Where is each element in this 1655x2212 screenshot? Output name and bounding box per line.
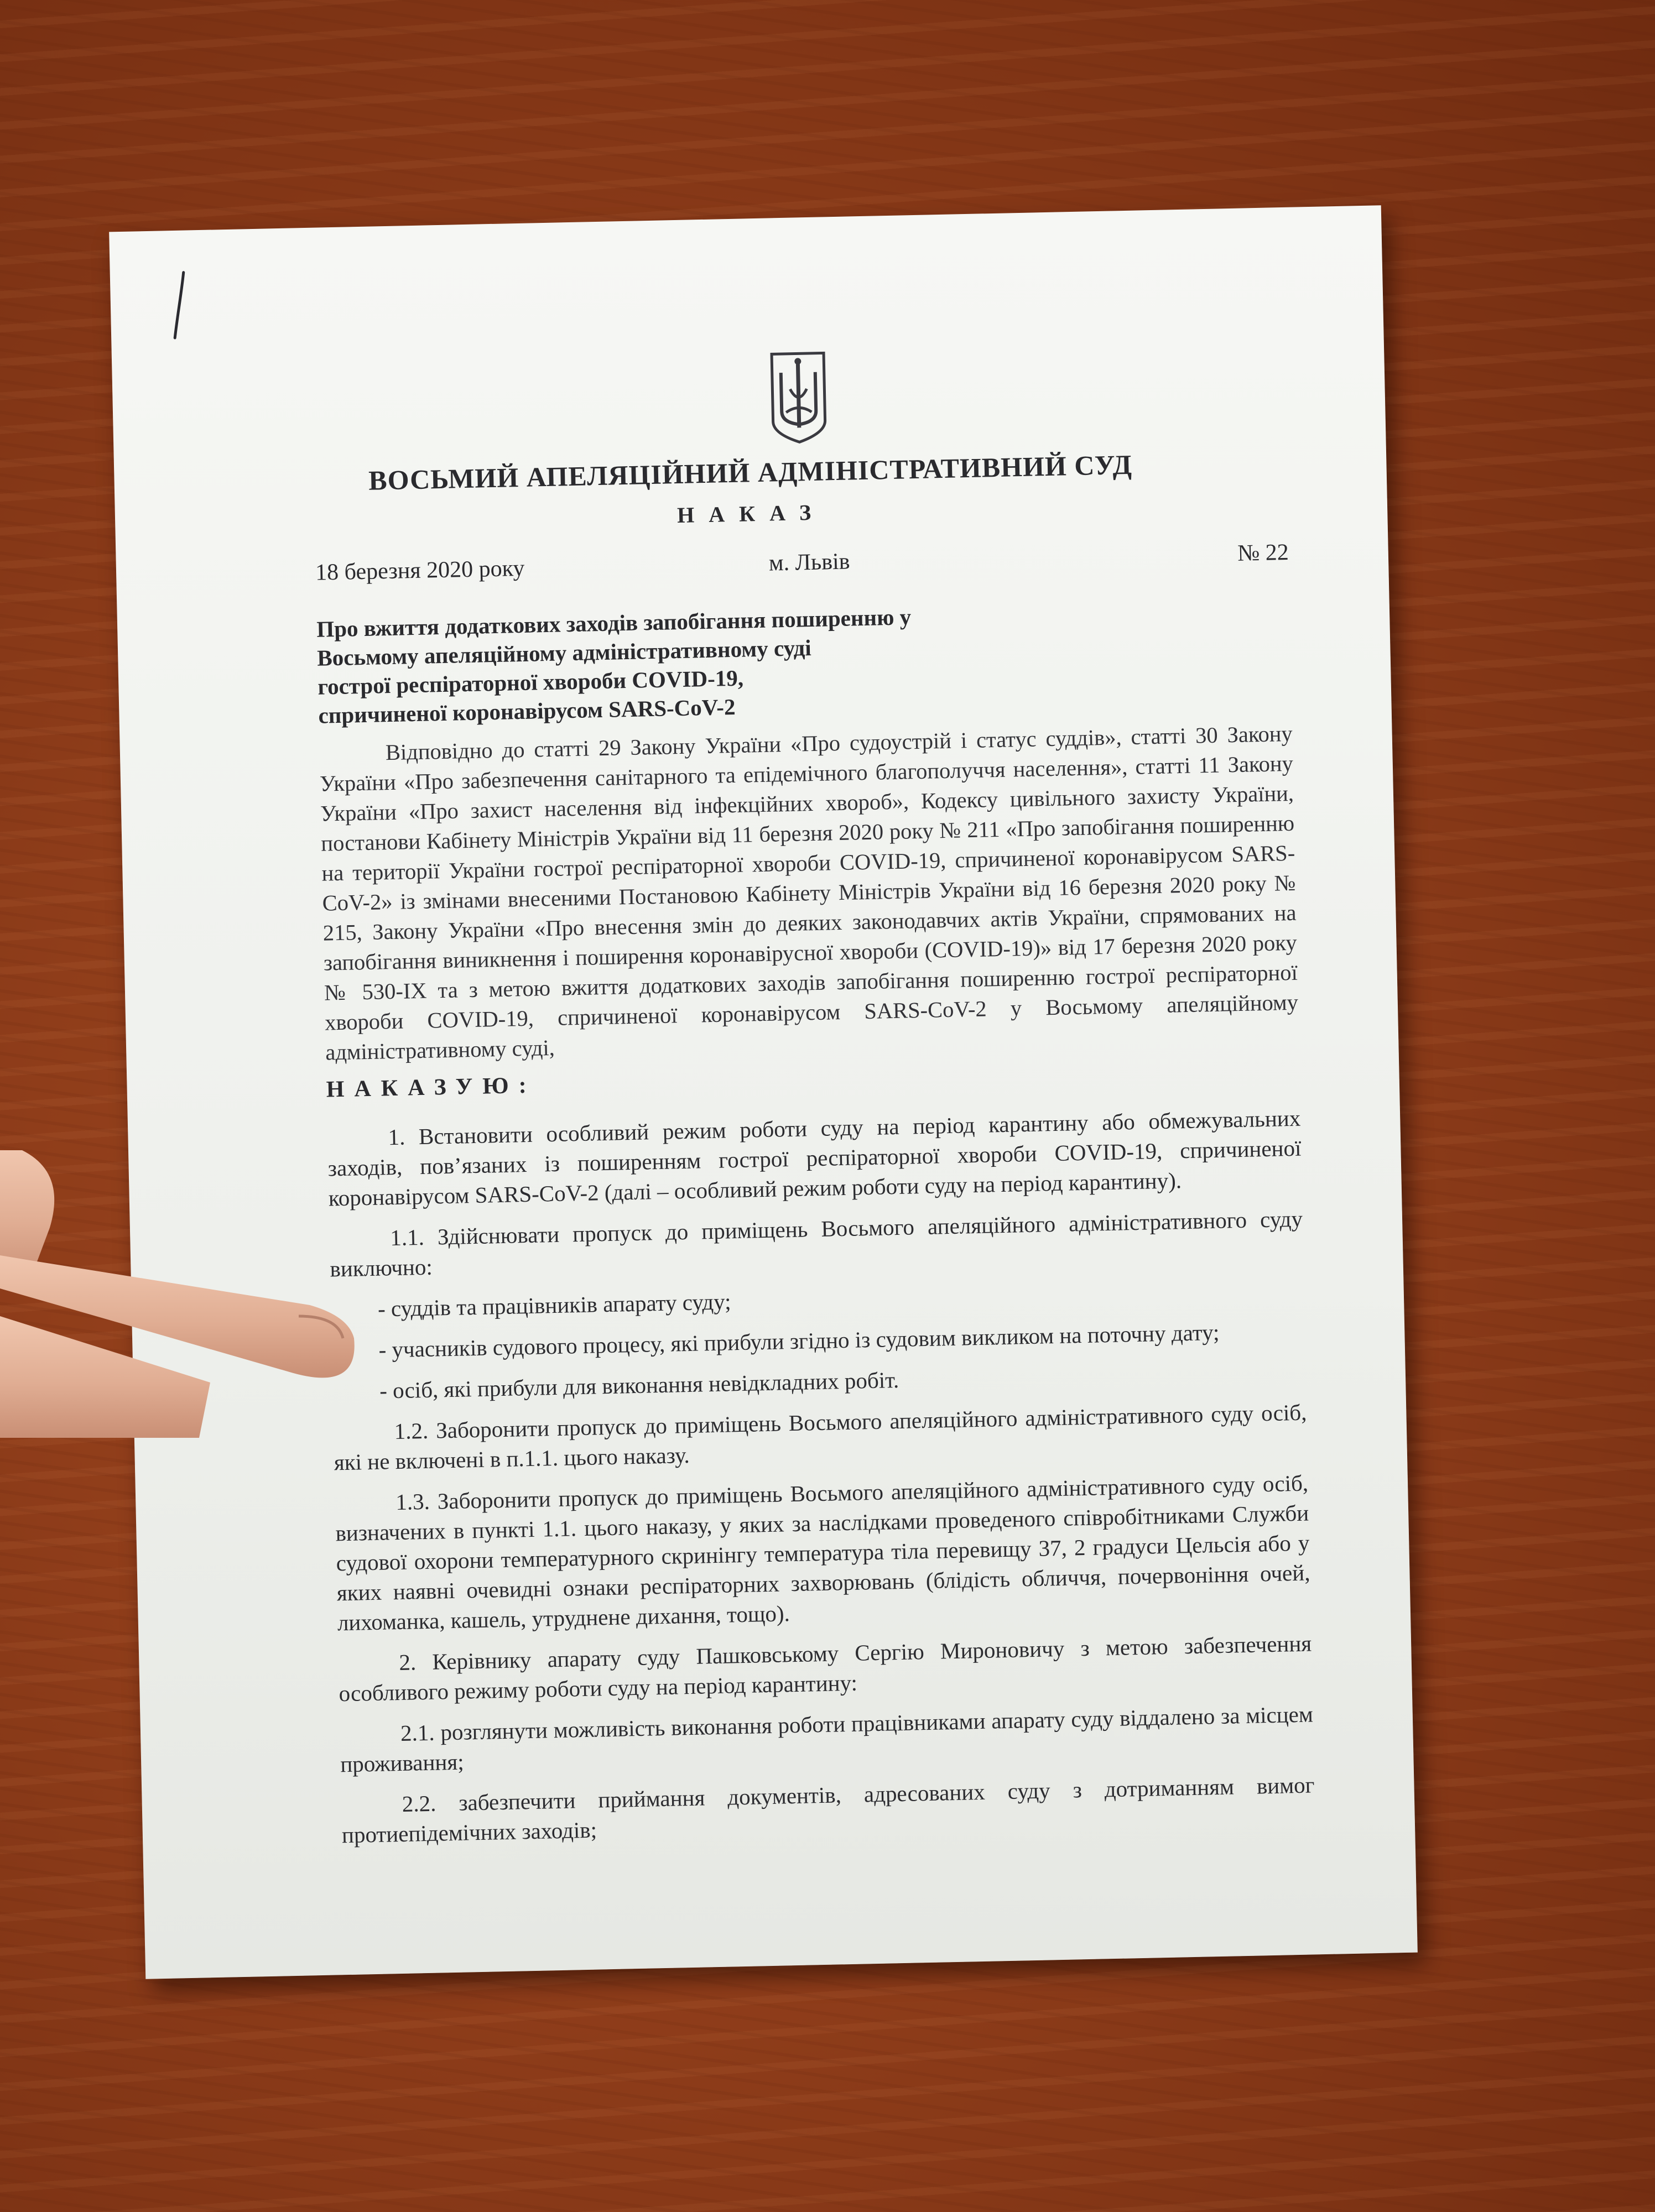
subject-line: Восьмому апеляційному адміністративному суді	[316, 635, 812, 671]
document-city: м. Львів	[768, 549, 850, 576]
document-type: НАКАЗ	[676, 499, 826, 528]
order-item-2-2: 2.2. забезпечити приймання документів, адресованих суду з дотриманням вимог протиепідемічних заходів;	[341, 1772, 1315, 1848]
court-name: ВОСЬМИЙ АПЕЛЯЦІЙНИЙ АДМІНІСТРАТИВНИЙ СУД	[368, 448, 1133, 496]
holding-finger	[0, 1150, 387, 1438]
order-item-1-1: 1.1. Здійснювати пропуск до приміщень Восьмого апеляційного адміністративного суду виключно:	[330, 1206, 1303, 1282]
subject-line: Про вжиття додаткових заходів запобігання поширенню у	[316, 604, 912, 642]
preamble-paragraph: Відповідно до статті 29 Закону України «Про судоустрій і статус суддів», статті 30 Закону України «Про забезпечення санітарного та епідемічного благополуччя населення», статті 11 Закону України «Про захист населення від інфекційних хвороб», Кодексу цивільного захисту України, постанови Кабінету Міністрів України від 11 березня 2020 року № 211 «Про запобігання поширенню на території України гострої респіраторної хвороби COVID-19, спричиненої коронавірусом SARS-CoV-2» із змінами внесеними Постановою Кабінету Міністрів України від 16 березня 2020 року № 215, Закону України «Про внесення змін до деяких законодавчих актів України, спрямованих на запобігання виникнення і поширення коронавірусної хвороби (COVID-19)» від 17 березня 2020 року № 530-ІХ та з метою вжиття додаткових заходів запобігання поширенню гострої респіраторної хвороби COVID-19, спричиненої коронавірусом SARS-CoV-2 у Восьмому апеляційному адміністративному суді,	[319, 721, 1299, 1065]
order-item-2: 2. Керівнику апарату суду Пашковському Сергію Мироновичу з метою забезпечення особливого режиму роботи суду на період карантину:	[339, 1630, 1312, 1707]
document-page	[109, 205, 1418, 1979]
order-item-1-2: 1.2. Заборонити пропуск до приміщень Восьмого апеляційного адміністративного суду осіб, які не включені в п.1.1. цього наказу.	[334, 1399, 1307, 1475]
allowed-entry-item: - осіб, які прибули для виконання невідкладних робіт.	[379, 1366, 899, 1404]
subject-line: гострої респіраторної хвороби COVID-19,	[317, 665, 744, 700]
document-subject	[316, 600, 1038, 730]
document-meta-row	[315, 539, 1289, 593]
handwritten-page-mark	[163, 269, 197, 341]
ukraine-trident-icon	[767, 349, 830, 445]
allowed-entry-item: - учасників судового процесу, які прибули згідно із судовим викликом на поточну дату;	[378, 1319, 1220, 1363]
order-item-1-3: 1.3. Заборонити пропуск до приміщень Восьмого апеляційного адміністративного суду осіб, визначених в пункті 1.1. цього наказу, у яких за наслідками проведеного співробітниками Служби судової охорони температурного скринінгу температура тіла перевищу 37, 2 градуси Цельсія або у яких наявні очевидні ознаки респіраторних захворювань (блідість обличчя, почервоніння очей, лихоманка, кашель, утруднене дихання, тощо).	[335, 1470, 1310, 1636]
document-date: 18 березня 2020 року	[315, 555, 525, 586]
subject-line: спричиненої коронавірусом SARS-CoV-2	[318, 693, 736, 728]
document-number: № 22	[1237, 539, 1289, 566]
order-heading: НАКАЗУЮ:	[326, 1072, 537, 1103]
order-items	[327, 1103, 1316, 1861]
order-item-1: 1. Встановити особливий режим роботи суду на період карантину або обмежувальних заходів, пов’язаних із поширенням гострої респіраторної хвороби COVID-19, спричиненої коронавірусом SARS-CoV-2 (далі – особливий режим роботи суду на період карантину).	[327, 1105, 1302, 1211]
order-item-2-1: 2.1. розглянути можливість виконання роботи працівниками апарату суду віддалено за місцем проживання;	[340, 1701, 1314, 1777]
allowed-entry-item: - суддів та працівників апарату суду;	[377, 1288, 731, 1322]
